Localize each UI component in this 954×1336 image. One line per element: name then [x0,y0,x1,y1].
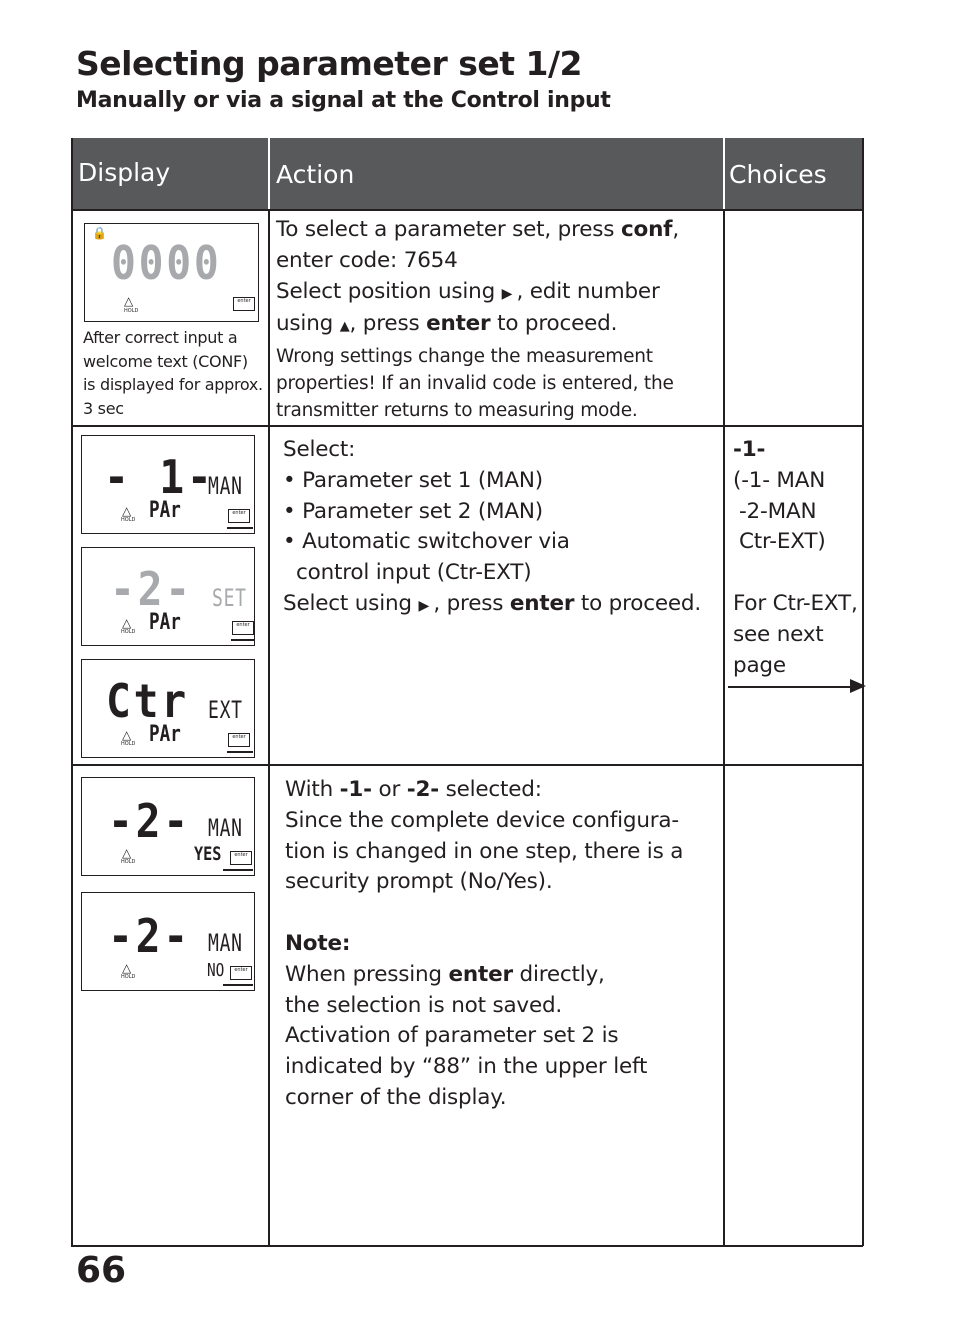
lcd-confirm-yes: -2- MAN △ HOLD YES enter [81,777,255,876]
right-arrow-key-icon: ▶ [501,285,517,302]
warning-triangle-icon: △ [124,294,134,308]
enter-icon: enter [228,509,250,523]
lcd-value: 0000 [111,236,222,290]
enter-icon: enter [233,297,255,311]
warning-triangle-icon: △ [122,961,132,975]
row2-choices: -1- (-1- MAN -2-MAN Ctr-EXT) For Ctr-EXT, see next page [733,437,858,678]
row2-action: Select: • Parameter set 1 (MAN) • Parameter set 2 (MAN) • Automatic switchover via control input (Ctr-EXT) Select using ▶ , press enter to proceed. [283,437,702,616]
lcd-caption: After correct input a welcome text (CONF) is displayed for approx. 3 sec [83,328,263,418]
warning-triangle-icon: △ [122,504,132,518]
lcd-confirm-no: -2- MAN △ HOLD NO enter [81,892,255,991]
header-display: Display [78,158,171,187]
warning-triangle-icon: △ [122,728,132,742]
page-title: Selecting parameter set 1/2 [76,44,582,83]
lcd-display-code [84,223,259,322]
page-subtitle: Manually or via a signal at the Control input [76,88,611,113]
enter-icon: enter [230,966,252,980]
table-border-left [71,138,73,1246]
row1-action: To select a parameter set, press conf, enter code: 7654 Select position using ▶ , edit number using ▲, press enter to proceed. Wrong settings change the measurement properties! If an invalid code is entered, the transmitter returns to measuring mode. [276,217,679,422]
enter-icon: enter [228,733,250,747]
lock-icon: 🔒 [92,226,107,240]
row3-action: With -1- or -2- selected: Since the complete device configura- tion is changed in one step, there is a security prompt (No/Yes). Note: When pressing enter directly, the selection is not saved. Activation of parameter set 2 is indicated by “88” in the upper left corner of the display. [285,777,684,1110]
row2-top [71,425,863,427]
table-bottom [71,1245,863,1247]
next-page-arrow-icon [850,679,866,693]
up-arrow-key-icon: ▲ [339,319,350,335]
right-arrow-key-icon: ▶ [418,597,434,614]
row3-top [71,764,863,766]
header-sep-2 [723,138,725,210]
row1-top [71,209,863,211]
lcd-param-ctr-ext: Ctr EXT △ HOLD PAr enter [81,659,255,758]
header-action: Action [276,160,355,189]
next-page-arrow-line [728,686,854,688]
table-divider-2 [723,210,725,1246]
enter-icon: enter [230,851,252,865]
lcd-param-set-2: -2- SET △ HOLD PAr enter [81,547,255,646]
enter-icon: enter [232,621,254,635]
warning-triangle-icon: △ [122,616,132,630]
hold-label: HOLD [124,308,139,314]
header-sep-1 [268,138,270,210]
page-number: 66 [76,1250,127,1291]
table-header [71,138,863,210]
table-divider-1b [268,210,270,1246]
warning-triangle-icon: △ [122,846,132,860]
header-choices: Choices [729,160,827,189]
lcd-param-set-1: - 1- MAN △ HOLD PAr enter [81,435,255,534]
